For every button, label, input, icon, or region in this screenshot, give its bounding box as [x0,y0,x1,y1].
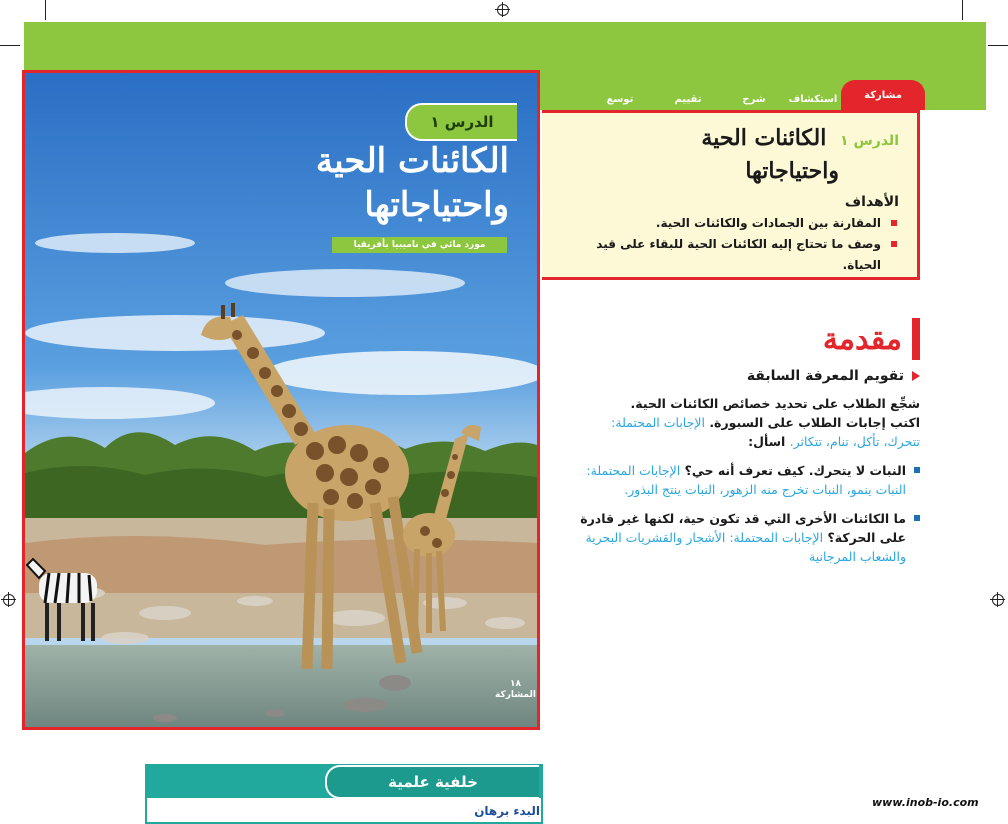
tab-engage[interactable]: مشاركة [841,80,925,110]
photo-page-title [316,139,509,227]
tab-explore[interactable]: استكشاف [788,94,838,105]
tab-evaluate[interactable]: تقييم [674,94,702,105]
intro-paragraph [580,394,920,451]
panel-title [556,123,899,156]
question-list [580,461,920,566]
objectives-heading: الأهداف [844,194,899,210]
question-text: ما الكائنات الأخرى التي قد تكون حية، لكنها غير قادرة على الحركة؟ [580,511,906,545]
panel-lesson-label: الدرس ١ [840,133,899,149]
question-answer: الإجابات المحتملة: النبات ينمو، النبات تخرج منه الزهور، النبات ينتج البذور. [586,463,906,497]
photo-title-line1: الكائنات الحية [315,141,509,181]
prior-knowledge-text: تقويم المعرفة السابقة [746,368,904,384]
page-number-value: ١٨ [509,679,521,689]
crop-mark [0,45,20,46]
intro-line2-suffix: اسأل: [748,434,786,449]
intro-line2-prefix: اكتب إجابات الطلاب على السبورة. [709,415,920,430]
objective-text: وصف ما تحتاج إليه الكائنات الحية للبقاء على قيد الحياة. [596,237,881,272]
triangle-bullet-icon [912,371,920,381]
bullet-square-icon [891,241,897,247]
tab-extend[interactable]: توسع [606,94,634,105]
objectives-list [556,213,899,276]
question-item [580,461,920,499]
panel-title-line1: الكائنات الحية [701,125,827,151]
page-section-label: المشاركة [495,690,536,700]
crop-mark [962,0,963,20]
objectives-panel [542,110,920,280]
page-number [495,679,536,701]
student-page-photo [22,70,540,730]
objective-text: المقارنة بين الجمادات والكائنات الحية. [655,216,881,230]
photo-lesson-label: الدرس ١ [405,103,517,141]
question-answer: الإجابات المحتملة: الأشجار والقشريات البحرية والشعاب المرجانية [585,530,906,564]
tab-explain[interactable]: شرح [742,94,766,105]
crop-mark [988,45,1008,46]
intro-line2-answer: الإجابات المحتملة: تتحرك، تأكل، تنام، تتكاثر. [611,415,920,449]
introduction-title: مقدمة [822,321,902,357]
bullet-square-icon [891,220,897,226]
bullet-square-icon [914,515,920,521]
registration-mark-icon [992,594,1004,606]
objective-item [556,234,899,276]
intro-line1: شجِّع الطلاب على تحديد خصائص الكائنات الحية. [630,396,920,411]
registration-mark-icon [497,4,509,16]
question-text: النبات لا يتحرك. كيف تعرف أنه حي؟ [684,463,906,478]
lesson-tabs [540,86,925,110]
science-background-subtitle: البدء برهان [474,804,540,818]
bullet-square-icon [914,467,920,473]
introduction-heading [580,318,920,360]
website-watermark: www.inob-io.com [872,796,979,809]
prior-knowledge-heading [580,368,920,384]
question-item [580,509,920,566]
introduction-section [580,318,920,576]
science-background-title: خلفية علمية [325,765,539,799]
crop-mark [45,0,46,20]
photo-title-line2: واحتياجاتها [364,185,509,225]
panel-title-line2: واحتياجاتها [745,158,839,184]
registration-mark-icon [3,594,15,606]
heading-bar-icon [912,318,920,360]
objective-item [556,213,899,234]
photo-caption: مورد مائي في ناميبيا بأفريقيا [332,237,507,253]
